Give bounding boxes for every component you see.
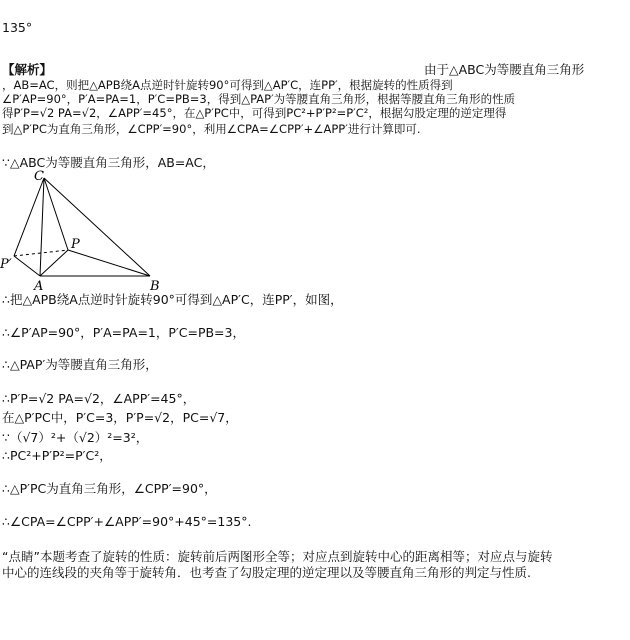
comment-line-2: 中心的连线段的夹角等于旋转角．也考查了勾股定理的逆定理以及等腰直角三角形的判定与性质. xyxy=(2,565,531,580)
label-p: P xyxy=(71,237,80,252)
label-b: B xyxy=(150,279,160,294)
solution-step-8: ∴PC²+P′P²=P′C²， xyxy=(2,448,112,463)
solution-step-4: ∴△PAP′为等腰直角三角形， xyxy=(2,357,158,372)
solution-step-3: ∴∠P′AP=90°，P′A=PA=1，P′C=PB=3， xyxy=(2,325,245,340)
label-p-prime: P′ xyxy=(0,257,12,272)
solution-step-1: ∵△ABC为等腰直角三角形，AB=AC， xyxy=(2,155,215,170)
solution-step-6: 在△P′PC中，P′C=3，P′P=√2，PC=√7， xyxy=(2,410,238,425)
analysis-line-3: ∠P′AP=90°，P′A=PA=1，P′C=PB=3，得到△PAP′为等腰直角三角形，根据等腰直角三角形的性质 xyxy=(2,92,516,106)
analysis-line-1: 由于△ABC为等腰直角三角形 xyxy=(424,62,585,77)
segment-pb xyxy=(68,250,150,276)
solution-step-10: ∴∠CPA=∠CPP′+∠APP′=90°+45°=135°. xyxy=(2,514,252,529)
solution-step-9: ∴△P′PC为直角三角形，∠CPP′=90°， xyxy=(2,481,217,496)
answer-text: 135° xyxy=(2,20,33,35)
solution-step-2: ∴把△APB绕A点逆时针旋转90°可得到△AP′C，连PP′，如图， xyxy=(2,292,343,307)
analysis-line-2: ，AB=AC，则把△APB绕A点逆时针旋转90°可得到△AP′C，连PP′，根据旋转的性质得到 xyxy=(2,78,453,92)
analysis-line-5: 到△P′PC为直角三角形，∠CPP′=90°，利用∠CPA=∠CPP′+∠APP′进行计算即可. xyxy=(2,122,421,136)
label-c: C xyxy=(34,169,44,184)
label-a: A xyxy=(34,279,44,294)
segment-ca xyxy=(40,178,44,276)
solution-step-7: ∵（√7）²+（√2）²=3²， xyxy=(2,430,149,445)
analysis-heading: 【解析】 xyxy=(2,62,53,77)
solution-step-5: ∴P′P=√2 PA=√2，∠APP′=45°， xyxy=(2,391,196,406)
segment-cpp xyxy=(14,178,44,256)
segment-ppa xyxy=(14,256,40,276)
geometry-figure xyxy=(0,168,170,296)
comment-line-1: “点睛”本题考查了旋转的性质：旋转前后两图形全等；对应点到旋转中心的距离相等；对应点与旋转 xyxy=(2,549,553,564)
analysis-line-4: 得P′P=√2 PA=√2，∠APP′=45°，在△P′PC中，可得到PC²+P′P²=P′C²，根据勾股定理的逆定理得 xyxy=(2,106,507,120)
segment-ap xyxy=(40,250,68,276)
